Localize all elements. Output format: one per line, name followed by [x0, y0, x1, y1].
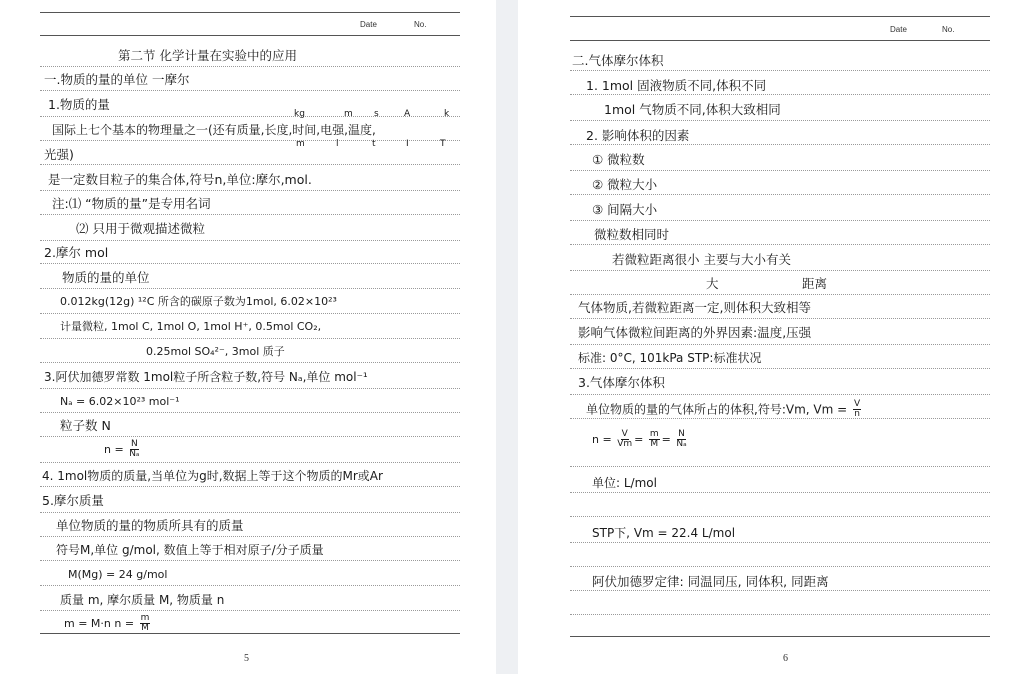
heading-mole-unit: 一.物质的量的单位 一摩尔 — [44, 72, 190, 87]
rule-line — [570, 194, 990, 195]
particle-examples-cont: 0.25mol SO₄²⁻, 3mol 质子 — [146, 345, 285, 358]
heading-volume-factors: 2. 影响体积的因素 — [586, 128, 690, 143]
rule-line — [570, 368, 990, 369]
rule-line — [570, 120, 990, 121]
denominator: Nₐ — [129, 449, 140, 460]
solid-liquid-volume: 1. 1mol 固液物质不同,体积不同 — [586, 78, 767, 93]
numerator: N — [130, 439, 138, 449]
no-label: No. — [942, 25, 955, 34]
molar-mass-definition: 单位物质的量的物质所具有的质量 — [56, 518, 244, 533]
formula-lhs: m = M·n n = — [64, 616, 135, 630]
denominator: Nₐ — [676, 439, 687, 450]
fraction — [140, 614, 151, 634]
rule-line — [40, 190, 460, 191]
symbol-label: m — [296, 139, 305, 149]
unit-label: m — [344, 109, 353, 119]
numerator: V — [853, 399, 861, 409]
rule-line — [40, 388, 460, 389]
rule-line — [40, 462, 460, 463]
rule-line — [570, 394, 990, 395]
unit-label: s — [374, 109, 379, 119]
rule-line — [40, 116, 460, 117]
base-quantities-text: 国际上七个基本的物理量之一(还有质量,长度,时间,电强,温度, — [52, 123, 376, 137]
fraction — [617, 430, 632, 450]
numerator: N — [678, 429, 685, 439]
particle-count: 粒子数 N — [60, 418, 111, 433]
rule-line — [570, 344, 990, 345]
same-count-text: 微粒数相同时 — [594, 227, 670, 242]
fraction — [649, 430, 660, 450]
particle-examples: 计量微粒, 1mol C, 1mol O, 1mol H⁺, 0.5mol CO₂, — [60, 320, 322, 333]
date-label: Date — [890, 25, 907, 34]
date-label: Date — [360, 20, 377, 29]
formula-n-relations: n = $\frac{V}{Vm}$ = $\frac{m}{M}$ = $\frac{N}{\text{Nₐ}}$ — [592, 429, 687, 450]
carbon-12-text: 0.012kg(12g) ¹²C 所含的碳原子数为1mol, 6.02×10²³ — [60, 295, 337, 308]
rule-line — [570, 318, 990, 319]
avogadro-law: 阿伏加德罗定律: 同温同压, 同体积, 同距离 — [592, 574, 829, 589]
no-label: No. — [414, 20, 427, 29]
rule-line — [40, 240, 460, 241]
symbol-label: t — [372, 139, 376, 149]
formula-lhs: n = — [104, 442, 124, 456]
rule-line — [40, 585, 460, 586]
standard-conditions: 标准: 0°C, 101kPa STP:标准状况 — [578, 351, 762, 365]
rule-line — [570, 94, 990, 95]
heading-mole: 2.摩尔 mol — [44, 245, 109, 260]
gas-volume: 1mol 气物质不同,体积大致相同 — [604, 102, 781, 117]
symbol-label: I — [406, 139, 409, 149]
unit-label: k — [444, 109, 450, 119]
rule-line — [570, 70, 990, 71]
page-gutter — [496, 0, 518, 674]
definition-text: 是一定数目粒子的集合体,符号n,单位:摩尔,mol. — [48, 172, 312, 187]
factor-particle-size: ② 微粒大小 — [592, 177, 658, 192]
numerator: m — [649, 429, 659, 439]
rule-line — [40, 512, 460, 513]
rule-line — [570, 270, 990, 271]
rule-line — [570, 590, 990, 591]
mole-definition: 物质的量的单位 — [62, 270, 150, 285]
factor-particle-count: ① 微粒数 — [592, 152, 645, 167]
footer-line — [570, 636, 990, 637]
fraction — [129, 440, 139, 460]
heading-gas-molar-volume-def: 3.气体摩尔体积 — [578, 375, 665, 390]
unit-label: kg — [294, 109, 305, 119]
definition-text: 单位物质的量的气体所占的体积,符号:Vm, Vm = — [586, 402, 848, 417]
rule-line — [40, 486, 460, 487]
heading-avogadro-constant: 3.阿伏加德罗常数 1mol粒子所含粒子数,符号 Nₐ,单位 mol⁻¹ — [44, 370, 368, 384]
rule-line — [570, 244, 990, 245]
gas-volume-equal: 气体物质,若微粒距离一定,则体积大致相等 — [578, 300, 811, 315]
rule-line — [40, 313, 460, 314]
page-number: 5 — [244, 653, 249, 664]
base-quantities-text-cont: 光强) — [44, 147, 74, 162]
avogadro-value: Nₐ = 6.02×10²³ mol⁻¹ — [60, 395, 180, 408]
rule-line — [40, 288, 460, 289]
symbols-summary: 质量 m, 摩尔质量 M, 物质量 n — [60, 593, 225, 607]
fraction — [853, 400, 861, 420]
rule-line — [570, 516, 990, 517]
note-1: 注:⑴ “物质的量”是专用名词 — [52, 196, 211, 211]
rule-line — [40, 214, 460, 215]
rule-line — [40, 90, 460, 91]
heading-gas-molar-volume: 二.气体摩尔体积 — [572, 53, 664, 68]
rule-line — [40, 164, 460, 165]
rule-line — [40, 536, 460, 537]
rule-line — [40, 412, 460, 413]
rule-line — [570, 566, 990, 567]
formula-lhs: n = — [592, 432, 612, 446]
formula-n-particles — [104, 440, 141, 460]
numerator: V — [621, 429, 628, 439]
rule-line — [570, 144, 990, 145]
denominator: M — [650, 439, 659, 450]
rule-line — [40, 263, 460, 264]
rule-line — [570, 466, 990, 467]
rule-line — [40, 436, 460, 437]
rule-line — [40, 338, 460, 339]
notebook-page-right — [518, 0, 1014, 674]
distance-label: 距离 — [802, 276, 828, 291]
header-top-line — [570, 16, 990, 17]
rule-line — [570, 492, 990, 493]
rule-line — [570, 542, 990, 543]
notebook-page-left — [0, 0, 496, 674]
external-factors: 影响气体微粒间距离的外界因素:温度,压强 — [578, 325, 812, 340]
rule-line — [40, 610, 460, 611]
rule-line — [570, 614, 990, 615]
formula-mass — [64, 614, 152, 634]
section-title: 第二节 化学计量在实验中的应用 — [118, 48, 297, 63]
denominator: M — [141, 623, 149, 634]
heading-amount-of-substance: 1.物质的量 — [48, 97, 110, 112]
rule-line — [40, 560, 460, 561]
rule-line — [40, 362, 460, 363]
molar-mass-symbol: 符号M,单位 g/mol, 数值上等于相对原子/分子质量 — [56, 543, 324, 557]
small-distance-text: 若微粒距离很小 主要与大小有关 — [612, 252, 791, 267]
symbol-label: l — [336, 139, 339, 149]
page-number: 6 — [783, 653, 788, 664]
factor-spacing: ③ 间隔大小 — [592, 202, 658, 217]
numerator: m — [140, 613, 150, 623]
header-top-line — [40, 12, 460, 13]
note-2: ⑵ 只用于微观描述微粒 — [76, 221, 205, 236]
rule-line — [570, 170, 990, 171]
denominator: Vm — [617, 439, 633, 450]
molar-mass-fact: 4. 1mol物质的质量,当单位为g时,数据上等于这个物质的Mr或Ar — [42, 469, 383, 483]
large-label: 大 — [706, 276, 719, 291]
molar-mass-example: M(Mg) = 24 g/mol — [68, 568, 168, 581]
rule-line — [40, 66, 460, 67]
fraction — [676, 430, 686, 450]
unit-label: A — [404, 109, 411, 119]
heading-molar-mass: 5.摩尔质量 — [42, 493, 104, 508]
header-bottom-line — [40, 35, 460, 36]
rule-line — [570, 294, 990, 295]
unit-l-per-mol: 单位: L/mol — [592, 476, 657, 490]
symbol-label: T — [440, 139, 446, 149]
stp-molar-volume: STP下, Vm = 22.4 L/mol — [592, 526, 736, 540]
rule-line — [40, 140, 460, 141]
denominator: n — [854, 409, 860, 420]
header-bottom-line — [570, 40, 990, 41]
rule-line — [570, 220, 990, 221]
gas-molar-volume-def — [586, 400, 863, 420]
